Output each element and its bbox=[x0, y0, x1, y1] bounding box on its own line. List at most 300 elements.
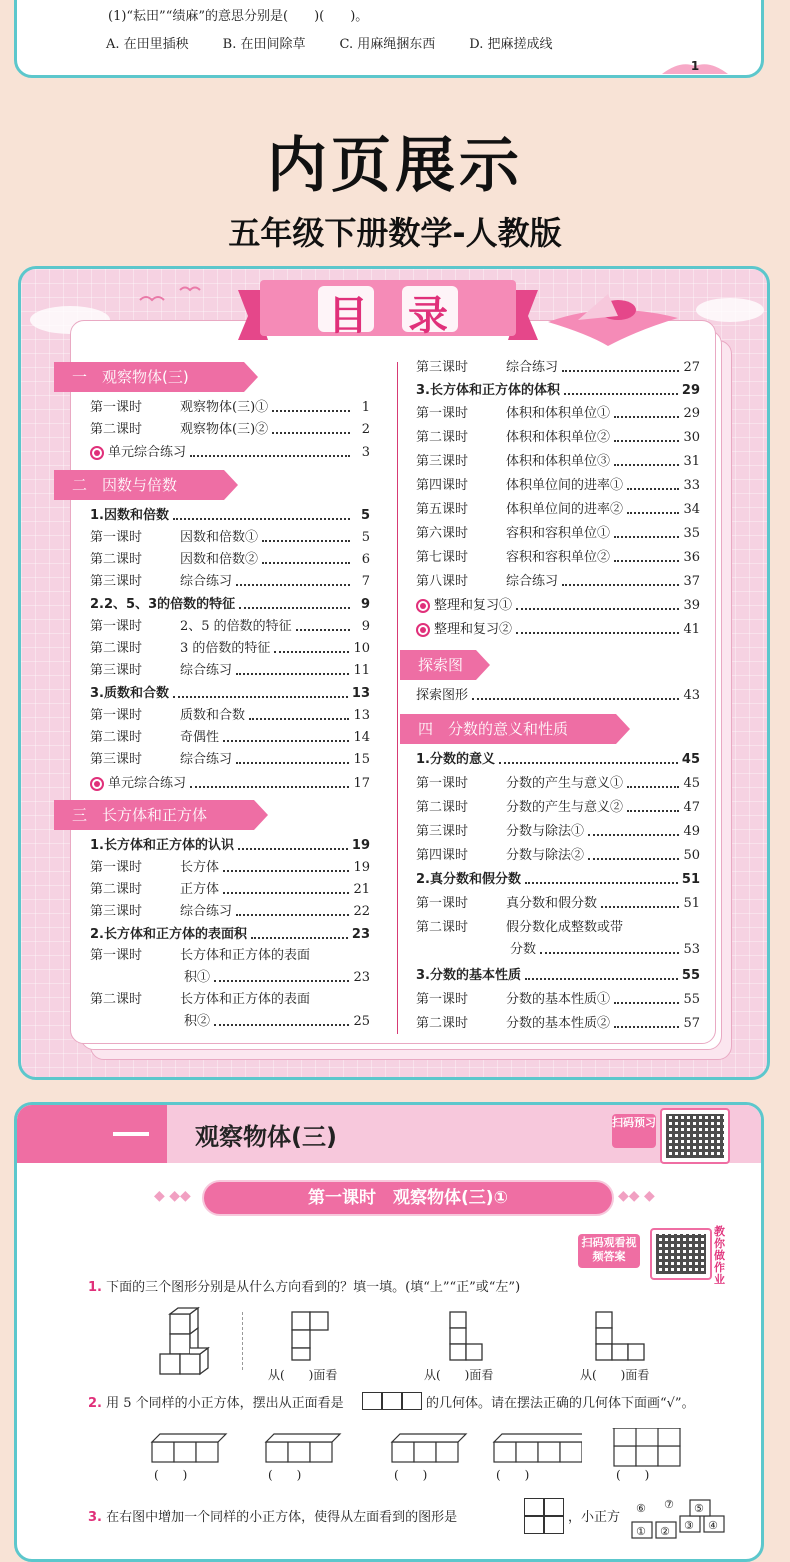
toc-entry[interactable] bbox=[90, 728, 370, 748]
toc-entry-title: 分数 bbox=[510, 942, 537, 957]
toc-entry[interactable] bbox=[90, 661, 370, 681]
toc-entry[interactable] bbox=[416, 990, 700, 1010]
toc-entry-title: 质数和合数 bbox=[180, 708, 246, 723]
toc-page-number: 55 bbox=[683, 992, 700, 1007]
toc-entry[interactable] bbox=[416, 798, 700, 818]
toc-lesson-label: 第二课时 bbox=[416, 800, 469, 815]
toc-entry[interactable] bbox=[416, 381, 700, 401]
toc-entry-title: 体积单位间的进率② bbox=[506, 502, 624, 517]
dot-leader bbox=[516, 596, 679, 610]
dot-leader bbox=[296, 617, 350, 631]
qr-code-icon[interactable] bbox=[650, 1228, 712, 1280]
toc-page-number: 3 bbox=[361, 445, 370, 460]
toc-entry[interactable] bbox=[90, 880, 370, 900]
cube-arrangement-icon bbox=[264, 1428, 354, 1468]
page-number-badge bbox=[660, 58, 730, 78]
option-b: B. 在田间除草 bbox=[222, 37, 306, 52]
lesson-title-pill: 第一课时 观察物体(三)① bbox=[202, 1180, 614, 1216]
toc-entry-title: 体积和体积单位① bbox=[506, 406, 611, 421]
cube-number: ⑥ bbox=[636, 1502, 646, 1515]
toc-page-number: 22 bbox=[353, 904, 370, 919]
toc-page-number: 17 bbox=[353, 776, 370, 791]
toc-entry-title: 整理和复习② bbox=[434, 622, 513, 637]
dot-leader bbox=[173, 506, 350, 520]
dot-leader bbox=[173, 684, 348, 698]
question-1-text: 下面的三个图形分别是从什么方向看到的？填一填。(填“上”“正”或“左”) bbox=[106, 1280, 521, 1295]
answer-blank[interactable]: ( ) bbox=[268, 1468, 302, 1482]
toc-entry[interactable] bbox=[90, 990, 370, 1010]
toc-entry[interactable] bbox=[416, 428, 700, 448]
toc-unit-label: 二 因数与倍数 bbox=[72, 476, 178, 494]
option-d: D. 把麻搓成线 bbox=[469, 37, 553, 52]
diamond-right-icon: ◆◆ ◆ bbox=[618, 1188, 655, 1204]
toc-heading: 目录 bbox=[328, 293, 488, 339]
dot-leader bbox=[588, 822, 679, 836]
dot-leader bbox=[214, 1012, 349, 1026]
toc-lesson-label: 第二课时 bbox=[90, 882, 143, 897]
dot-leader bbox=[190, 774, 349, 788]
option-a: A. 在田里插秧 bbox=[106, 37, 189, 52]
toc-entry[interactable] bbox=[416, 966, 700, 986]
diamond-left-icon: ◆ ◆◆ bbox=[154, 1188, 191, 1204]
dot-leader bbox=[614, 404, 679, 418]
toc-entry[interactable] bbox=[90, 595, 370, 615]
toc-entry-title: 分数的基本性质② bbox=[506, 1016, 611, 1031]
toc-entry-continuation[interactable] bbox=[184, 1012, 370, 1032]
toc-entry-title: 体积和体积单位③ bbox=[506, 454, 611, 469]
toc-lesson-label: 第三课时 bbox=[416, 454, 469, 469]
toc-lesson-label: 第七课时 bbox=[416, 550, 469, 565]
dot-leader bbox=[614, 524, 679, 538]
toc-unit-header[interactable] bbox=[400, 650, 476, 704]
toc-entry-title: 3 的倍数的特征 bbox=[180, 641, 271, 656]
cube-stack-figure-icon bbox=[154, 1306, 226, 1376]
cube-number: ① bbox=[636, 1525, 646, 1538]
toc-entry-title: 真分数和假分数 bbox=[506, 896, 598, 911]
dot-leader bbox=[627, 774, 679, 788]
toc-entry[interactable] bbox=[416, 870, 700, 890]
cube-number: ② bbox=[660, 1525, 670, 1538]
toc-entry-continuation[interactable] bbox=[184, 968, 370, 988]
toc-entry[interactable] bbox=[90, 836, 370, 856]
toc-lesson-label: 第二课时 bbox=[416, 430, 469, 445]
question-text: (1)“耘田”“绩麻”的意思分别是( )( )。 bbox=[108, 9, 369, 24]
front-view-square bbox=[362, 1392, 382, 1410]
review-bullet-icon bbox=[416, 623, 430, 637]
toc-lesson-label: 第三课时 bbox=[90, 904, 143, 919]
toc-page-number: 6 bbox=[361, 552, 370, 567]
dot-leader bbox=[627, 500, 679, 514]
dot-leader bbox=[525, 966, 678, 980]
dot-leader bbox=[614, 548, 679, 562]
toc-entry[interactable] bbox=[90, 550, 370, 570]
dot-leader bbox=[472, 686, 679, 700]
dot-leader bbox=[236, 902, 349, 916]
toc-page-number: 34 bbox=[683, 502, 700, 517]
toc-lesson-label: 第二课时 bbox=[90, 992, 143, 1007]
toc-page-number: 45 bbox=[683, 776, 700, 791]
toc-entry[interactable] bbox=[416, 500, 700, 520]
toc-entry-title: 容积和容积单位② bbox=[506, 550, 611, 565]
toc-unit-header[interactable] bbox=[54, 362, 244, 392]
toc-entry[interactable] bbox=[90, 639, 370, 659]
toc-entry-title: 长方体和正方体的表面 bbox=[180, 992, 311, 1007]
toc-entry-title: 探索图形 bbox=[416, 688, 469, 703]
toc-entry-title: 体积和体积单位② bbox=[506, 430, 611, 445]
front-view-square bbox=[382, 1392, 402, 1410]
dashed-separator bbox=[242, 1312, 244, 1370]
question-3-text-b: ，小正方 bbox=[568, 1510, 621, 1525]
toc-unit-header[interactable] bbox=[400, 714, 616, 744]
toc-lesson-label: 第二课时 bbox=[90, 730, 143, 745]
toc-entry[interactable] bbox=[416, 596, 700, 616]
dot-leader bbox=[236, 661, 349, 675]
toc-entry-title: 观察物体(三)① bbox=[180, 400, 269, 415]
dot-leader bbox=[525, 870, 678, 884]
dot-leader bbox=[562, 358, 679, 372]
toc-entry-title: 2.2、5、3的倍数的特征 bbox=[90, 597, 236, 612]
toc-entry-title: 单元综合练习 bbox=[108, 776, 187, 791]
toc-lesson-label: 第三课时 bbox=[90, 752, 143, 767]
toc-page-number: 37 bbox=[683, 574, 700, 589]
toc-page-number: 14 bbox=[353, 730, 370, 745]
toc-lesson-label: 第一课时 bbox=[416, 406, 469, 421]
unit-number-mark bbox=[113, 1132, 149, 1136]
answer-blank[interactable]: ( ) bbox=[394, 1468, 428, 1482]
view-figure-c-icon bbox=[592, 1310, 662, 1366]
toc-lesson-label: 第四课时 bbox=[416, 848, 469, 863]
column-divider bbox=[397, 362, 398, 1034]
view-figure-b-icon bbox=[444, 1310, 496, 1366]
answer-blank[interactable]: ( ) bbox=[496, 1468, 530, 1482]
toc-entry[interactable] bbox=[416, 686, 700, 706]
view-caption: 从( )面看 bbox=[424, 1368, 494, 1382]
answer-blank[interactable]: ( ) bbox=[154, 1468, 188, 1482]
qr-code-icon[interactable] bbox=[660, 1108, 730, 1164]
dot-leader bbox=[272, 420, 350, 434]
toc-entry[interactable] bbox=[90, 750, 370, 770]
toc-page-number: 10 bbox=[353, 641, 370, 656]
toc-entry-title: 观察物体(三)② bbox=[180, 422, 269, 437]
toc-entry[interactable] bbox=[416, 452, 700, 472]
toc-unit-label: 四 分数的意义和性质 bbox=[418, 720, 569, 738]
toc-page-number: 47 bbox=[683, 800, 700, 815]
dot-leader bbox=[540, 940, 679, 954]
cube-arrangement-icon bbox=[492, 1428, 582, 1468]
toc-page-number: 50 bbox=[683, 848, 700, 863]
toc-entry-title: 奇偶性 bbox=[180, 730, 220, 745]
toc-lesson-label: 第一课时 bbox=[416, 896, 469, 911]
question-1 bbox=[88, 1276, 520, 1295]
page-number: 1 bbox=[690, 59, 700, 73]
toc-page-number: 29 bbox=[681, 383, 700, 398]
toc-entry-title: 容积和容积单位① bbox=[506, 526, 611, 541]
dot-leader bbox=[239, 595, 350, 609]
option-c: C. 用麻绳捆东西 bbox=[339, 37, 436, 52]
toc-entry[interactable] bbox=[90, 506, 370, 526]
toc-lesson-label: 第一课时 bbox=[90, 948, 143, 963]
toc-entry-title: 体积单位间的进率① bbox=[506, 478, 624, 493]
question-2-text-b: 的几何体。请在摆法正确的几何体下面画“√”。 bbox=[426, 1396, 695, 1411]
toc-lesson-label: 第一课时 bbox=[90, 860, 143, 875]
view-caption: 从( )面看 bbox=[580, 1368, 650, 1382]
toc-lesson-label: 第三课时 bbox=[90, 663, 143, 678]
toc-page-number: 11 bbox=[353, 663, 370, 678]
cube-number: ⑤ bbox=[694, 1502, 704, 1515]
toc-entry[interactable] bbox=[90, 858, 370, 878]
cube-arrangement-icon bbox=[612, 1428, 702, 1468]
dot-leader bbox=[516, 620, 679, 634]
toc-page-number: 13 bbox=[353, 708, 370, 723]
toc-entry[interactable] bbox=[416, 548, 700, 568]
left-view-square bbox=[544, 1498, 564, 1516]
toc-entry[interactable] bbox=[90, 925, 370, 945]
dot-leader bbox=[236, 572, 350, 586]
toc-lesson-label: 第四课时 bbox=[416, 478, 469, 493]
review-bullet-icon bbox=[90, 777, 104, 791]
toc-page-number: 29 bbox=[683, 406, 700, 421]
dot-leader bbox=[251, 925, 348, 939]
scan-preview-badge: 扫码预习 bbox=[612, 1114, 656, 1148]
toc-page-number: 39 bbox=[683, 598, 700, 613]
toc-lesson-label: 第三课时 bbox=[90, 574, 143, 589]
numbered-cubes-figure-icon bbox=[628, 1496, 732, 1542]
answer-options bbox=[106, 33, 666, 52]
toc-page-number: 15 bbox=[353, 752, 370, 767]
dot-leader bbox=[214, 968, 349, 982]
dot-leader bbox=[564, 381, 678, 395]
question-3 bbox=[88, 1506, 457, 1525]
scan-answer-badge: 扫码观看视频答案 bbox=[578, 1234, 640, 1268]
toc-lesson-label: 第二课时 bbox=[416, 920, 469, 935]
dot-leader bbox=[249, 706, 349, 720]
toc-page-number: 21 bbox=[353, 882, 370, 897]
toc-entry-title: 分数的基本性质① bbox=[506, 992, 611, 1007]
left-view-square bbox=[524, 1498, 544, 1516]
dot-leader bbox=[190, 443, 350, 457]
toc-entry-title: 分数的产生与意义② bbox=[506, 800, 624, 815]
toc-lesson-label: 第二课时 bbox=[90, 552, 143, 567]
toc-lesson-label: 第八课时 bbox=[416, 574, 469, 589]
toc-lesson-label: 第六课时 bbox=[416, 526, 469, 541]
dot-leader bbox=[627, 798, 679, 812]
dot-leader bbox=[272, 398, 350, 412]
toc-entry[interactable] bbox=[416, 572, 700, 592]
toc-lesson-label: 第五课时 bbox=[416, 502, 469, 517]
question-2-text-a: 用 5 个同样的小正方体，摆出从正面看是 bbox=[106, 1396, 344, 1411]
toc-page-number: 33 bbox=[683, 478, 700, 493]
toc-page-number: 53 bbox=[683, 942, 700, 957]
toc-entry-title: 3.长方体和正方体的体积 bbox=[416, 383, 560, 398]
toc-entry[interactable] bbox=[416, 750, 700, 770]
toc-entry[interactable] bbox=[416, 822, 700, 842]
toc-entry[interactable] bbox=[416, 620, 700, 640]
toc-page-number: 7 bbox=[361, 574, 370, 589]
toc-entry-title: 假分数化成整数或带 bbox=[506, 920, 624, 935]
toc-entry[interactable] bbox=[416, 846, 700, 866]
toc-unit-label: 一 观察物体(三) bbox=[72, 368, 189, 386]
toc-lesson-label: 第一课时 bbox=[90, 619, 143, 634]
dot-leader bbox=[262, 528, 350, 542]
view-figure-a-icon bbox=[290, 1310, 342, 1362]
toc-entry-continuation[interactable] bbox=[510, 940, 700, 960]
toc-page-number: 36 bbox=[683, 550, 700, 565]
toc-entry-title: 2、5 的倍数的特征 bbox=[180, 619, 292, 634]
answer-blank[interactable]: ( ) bbox=[616, 1468, 650, 1482]
toc-entry[interactable] bbox=[90, 946, 370, 966]
page-subtitle: 五年级下册数学-人教版 bbox=[228, 214, 562, 252]
toc-page-number: 30 bbox=[683, 430, 700, 445]
dot-leader bbox=[614, 452, 679, 466]
left-view-square bbox=[544, 1516, 564, 1534]
dot-leader bbox=[274, 639, 349, 653]
toc-page-number: 23 bbox=[353, 970, 370, 985]
toc-entry[interactable] bbox=[416, 1014, 700, 1034]
page-title: 内页展示 bbox=[267, 131, 523, 201]
question-number: 1. bbox=[88, 1280, 102, 1295]
toc-page-number: 25 bbox=[353, 1014, 370, 1029]
toc-entry-title: 1.因数和倍数 bbox=[90, 508, 169, 523]
view-caption: 从( )面看 bbox=[268, 1368, 338, 1382]
toc-lesson-label: 第一课时 bbox=[90, 530, 143, 545]
unit-title: 观察物体(三) bbox=[195, 1123, 337, 1151]
toc-entry-title: 综合练习 bbox=[180, 904, 233, 919]
toc-page-number: 9 bbox=[360, 597, 370, 612]
toc-entry-title: 2.真分数和假分数 bbox=[416, 872, 521, 887]
toc-page-number: 2 bbox=[361, 422, 370, 437]
toc-entry[interactable] bbox=[90, 398, 370, 418]
cube-number: ③ bbox=[684, 1519, 694, 1532]
review-bullet-icon bbox=[416, 599, 430, 613]
toc-page-number: 5 bbox=[360, 508, 370, 523]
toc-entry-title: 正方体 bbox=[180, 882, 220, 897]
toc-page-number: 51 bbox=[683, 896, 700, 911]
toc-page-number: 43 bbox=[683, 688, 700, 703]
cube-number: ⑦ bbox=[664, 1498, 674, 1511]
toc-entry[interactable] bbox=[90, 528, 370, 548]
toc-entry-title: 综合练习 bbox=[506, 574, 559, 589]
dot-leader bbox=[562, 572, 679, 586]
dot-leader bbox=[223, 858, 349, 872]
toc-entry[interactable] bbox=[90, 443, 370, 463]
toc-page-number: 19 bbox=[353, 860, 370, 875]
toc-page-number: 49 bbox=[683, 824, 700, 839]
toc-lesson-label: 第二课时 bbox=[90, 422, 143, 437]
toc-entry[interactable] bbox=[90, 706, 370, 726]
left-view-square bbox=[524, 1516, 544, 1534]
toc-unit-header[interactable] bbox=[54, 470, 224, 500]
dot-leader bbox=[627, 476, 679, 490]
toc-page-number: 41 bbox=[683, 622, 700, 637]
toc-unit-label: 三 长方体和正方体 bbox=[72, 806, 208, 824]
toc-page-number: 55 bbox=[681, 968, 700, 983]
toc-lesson-label: 第一课时 bbox=[416, 776, 469, 791]
toc-entry[interactable] bbox=[416, 476, 700, 496]
toc-page-number: 13 bbox=[351, 686, 370, 701]
toc-entry-title: 分数的产生与意义① bbox=[506, 776, 624, 791]
toc-lesson-label: 第二课时 bbox=[416, 1016, 469, 1031]
toc-entry-title: 分数与除法② bbox=[506, 848, 585, 863]
front-view-square bbox=[402, 1392, 422, 1410]
toc-page-number: 35 bbox=[683, 526, 700, 541]
dot-leader bbox=[499, 750, 678, 764]
teach-label: 教你做作业 bbox=[714, 1225, 725, 1286]
toc-entry-title: 积② bbox=[184, 1014, 211, 1029]
toc-page-number: 45 bbox=[681, 752, 700, 767]
toc-lesson-label: 第三课时 bbox=[416, 824, 469, 839]
toc-page-number: 5 bbox=[361, 530, 370, 545]
toc-entry-title: 因数和倍数① bbox=[180, 530, 259, 545]
toc-lesson-label: 第二课时 bbox=[90, 641, 143, 656]
toc-entry[interactable] bbox=[90, 774, 370, 794]
toc-entry-title: 整理和复习① bbox=[434, 598, 513, 613]
dot-leader bbox=[262, 550, 350, 564]
question-2 bbox=[88, 1392, 344, 1411]
toc-lesson-label: 第三课时 bbox=[416, 360, 469, 375]
toc-page-number: 51 bbox=[681, 872, 700, 887]
dot-leader bbox=[236, 750, 349, 764]
toc-unit-label: 探索图形 bbox=[400, 656, 464, 704]
dot-leader bbox=[614, 990, 679, 1004]
paper-plane-icon bbox=[548, 290, 682, 350]
toc-entry-title: 综合练习 bbox=[506, 360, 559, 375]
toc-entry-title: 单元综合练习 bbox=[108, 445, 187, 460]
toc-entry-title: 3.质数和合数 bbox=[90, 686, 169, 701]
question-3-text-a: 在右图中增加一个同样的小正方体，使得从左面看到的图形是 bbox=[106, 1510, 458, 1525]
review-bullet-icon bbox=[90, 446, 104, 460]
toc-page-number: 19 bbox=[351, 838, 370, 853]
toc-entry[interactable] bbox=[90, 617, 370, 637]
toc-entry[interactable] bbox=[416, 524, 700, 544]
toc-page-number: 27 bbox=[683, 360, 700, 375]
toc-entry-title: 分数与除法① bbox=[506, 824, 585, 839]
dot-leader bbox=[223, 728, 349, 742]
cube-arrangement-icon bbox=[150, 1428, 240, 1468]
toc-entry[interactable] bbox=[90, 902, 370, 922]
toc-page-number: 1 bbox=[361, 400, 370, 415]
toc-entry[interactable] bbox=[416, 774, 700, 794]
toc-page-number: 9 bbox=[361, 619, 370, 634]
toc-entry-title: 1.长方体和正方体的认识 bbox=[90, 838, 234, 853]
toc-page-number: 31 bbox=[683, 454, 700, 469]
toc-entry[interactable] bbox=[416, 918, 700, 938]
toc-entry-title: 综合练习 bbox=[180, 574, 233, 589]
question-number: 3. bbox=[88, 1510, 102, 1525]
cube-number: ④ bbox=[708, 1519, 718, 1532]
toc-page-number: 23 bbox=[351, 927, 370, 942]
toc-entry-title: 综合练习 bbox=[180, 663, 233, 678]
dot-leader bbox=[614, 428, 679, 442]
toc-entry-title: 2.长方体和正方体的表面积 bbox=[90, 927, 247, 942]
dot-leader bbox=[601, 894, 679, 908]
toc-lesson-label: 第一课时 bbox=[416, 992, 469, 1007]
toc-lesson-label: 第一课时 bbox=[90, 400, 143, 415]
dot-leader bbox=[588, 846, 679, 860]
toc-entry[interactable] bbox=[416, 404, 700, 424]
toc-entry-title: 因数和倍数② bbox=[180, 552, 259, 567]
toc-entry[interactable] bbox=[90, 420, 370, 440]
dot-leader bbox=[238, 836, 348, 850]
toc-entry[interactable] bbox=[416, 894, 700, 914]
toc-unit-header[interactable] bbox=[54, 800, 254, 830]
toc-entry[interactable] bbox=[90, 572, 370, 592]
dot-leader bbox=[223, 880, 349, 894]
question-number: 2. bbox=[88, 1396, 102, 1411]
toc-entry[interactable] bbox=[416, 358, 700, 378]
toc-entry[interactable] bbox=[90, 684, 370, 704]
toc-entry-title: 1.分数的意义 bbox=[416, 752, 495, 767]
toc-entry-title: 综合练习 bbox=[180, 752, 233, 767]
